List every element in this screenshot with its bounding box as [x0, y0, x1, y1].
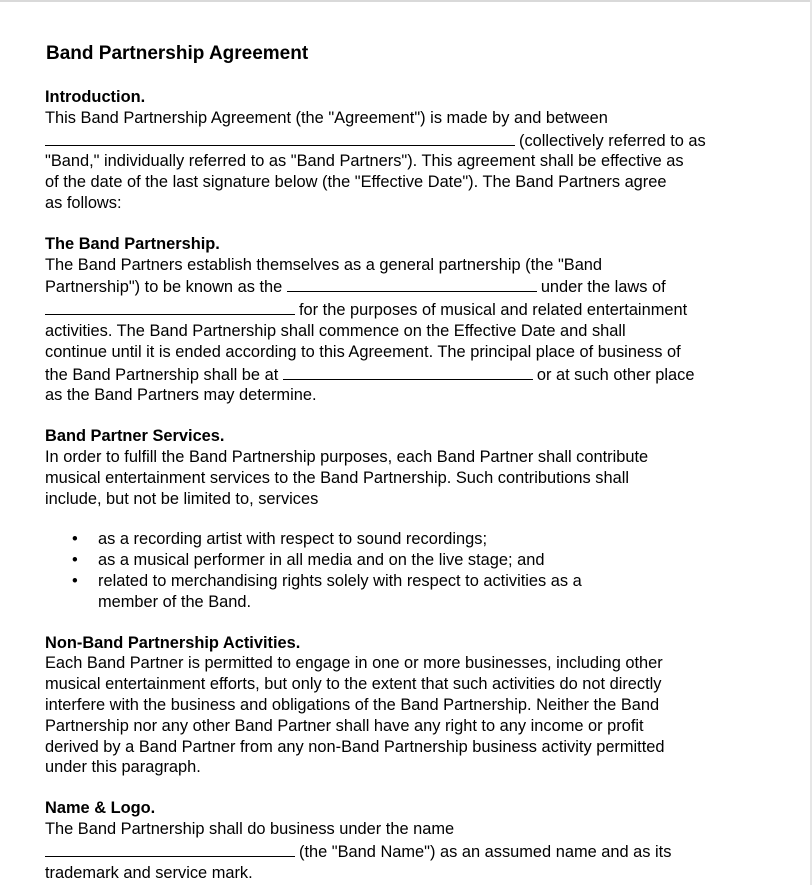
- bullet-icon: •: [72, 530, 78, 549]
- paragraph-line: [45, 363, 760, 386]
- paragraph-line: musical entertainment efforts, but only to the extent that such activities do not directly: [45, 675, 662, 694]
- text-fragment: (collectively referred to as: [519, 131, 706, 150]
- section-name-and-logo: [45, 798, 760, 883]
- document-page: [45, 42, 760, 885]
- paragraph-line: under this paragraph.: [45, 758, 201, 777]
- list-item: [45, 571, 760, 613]
- paragraph-line: of the date of the last signature below (the "Effective Date"). The Band Partners agree: [45, 173, 667, 192]
- list-item-text: member of the Band.: [98, 592, 252, 611]
- text-fragment: Partnership") to be known as the: [45, 278, 283, 297]
- paragraph-line: activities. The Band Partnership shall commence on the Effective Date and shall: [45, 321, 626, 340]
- section-non-band-activities: [45, 633, 760, 779]
- blank-field-parties[interactable]: [45, 129, 515, 146]
- list-item: [45, 550, 760, 571]
- section-band-partner-services: [45, 426, 760, 612]
- paragraph-line: interfere with the business and obligations of the Band Partnership. Neither the Band: [45, 695, 660, 714]
- paragraph-line: Partnership nor any other Band Partner shall have any right to any income or profit: [45, 716, 644, 735]
- section-band-partnership: [45, 234, 760, 406]
- paragraph-line: "Band," individually referred to as "Band Partners"). This agreement shall be effective as: [45, 152, 684, 171]
- paragraph-line: The Band Partners establish themselves as a general partnership (the "Band: [45, 255, 603, 274]
- paragraph-line: [45, 298, 760, 321]
- paragraph-line: This Band Partnership Agreement (the "Agreement") is made by and between: [45, 108, 608, 127]
- paragraph-line: [45, 129, 760, 152]
- list-item-text: related to merchandising rights solely with respect to activities as a: [98, 571, 582, 590]
- paragraph-line: continue until it is ended according to this Agreement. The principal place of business of: [45, 342, 681, 361]
- paragraph-line: [45, 840, 760, 863]
- paragraph-line: as follows:: [45, 193, 122, 212]
- section-heading: The Band Partnership.: [45, 234, 220, 253]
- paragraph-line: The Band Partnership shall do business under the name: [45, 819, 455, 838]
- list-item-text: as a recording artist with respect to sound recordings;: [98, 530, 488, 549]
- document-title: Band Partnership Agreement: [46, 43, 309, 64]
- blank-field-partnership-name[interactable]: [287, 275, 537, 292]
- bullet-icon: •: [72, 571, 78, 590]
- paragraph-line: derived by a Band Partner from any non-Band Partnership business activity permitted: [45, 737, 665, 756]
- list-item-text: as a musical performer in all media and on the live stage; and: [98, 551, 545, 570]
- section-introduction: [45, 87, 760, 214]
- paragraph-line: In order to fulfill the Band Partnership purposes, each Band Partner shall contribute: [45, 447, 649, 466]
- section-heading: Introduction.: [45, 88, 146, 106]
- text-fragment: or at such other place: [536, 365, 695, 384]
- blank-field-band-name[interactable]: [45, 840, 295, 857]
- paragraph-line: as the Band Partners may determine.: [45, 386, 317, 405]
- bullet-icon: •: [72, 551, 78, 570]
- section-heading: Non-Band Partnership Activities.: [45, 633, 301, 652]
- text-fragment: (the "Band Name") as an assumed name and as its: [299, 842, 672, 861]
- section-heading: Band Partner Services.: [45, 427, 225, 446]
- text-fragment: for the purposes of musical and related entertainment: [299, 301, 688, 320]
- section-heading: Name & Logo.: [45, 799, 156, 818]
- list-item: [45, 529, 760, 550]
- paragraph-line: Each Band Partner is permitted to engage in one or more businesses, including other: [45, 654, 663, 673]
- paragraph-line: [45, 275, 760, 298]
- blank-field-place-of-business[interactable]: [283, 363, 533, 380]
- paragraph-line: include, but not be limited to, services: [45, 489, 319, 508]
- text-fragment: under the laws of: [540, 278, 666, 297]
- paragraph-line: trademark and service mark.: [45, 863, 253, 882]
- blank-field-governing-law[interactable]: [45, 298, 295, 315]
- paragraph-line: musical entertainment services to the Band Partnership. Such contributions shall: [45, 468, 629, 487]
- text-fragment: the Band Partnership shall be at: [45, 365, 279, 384]
- window-top-border: [0, 0, 812, 2]
- services-bullet-list: [45, 529, 760, 612]
